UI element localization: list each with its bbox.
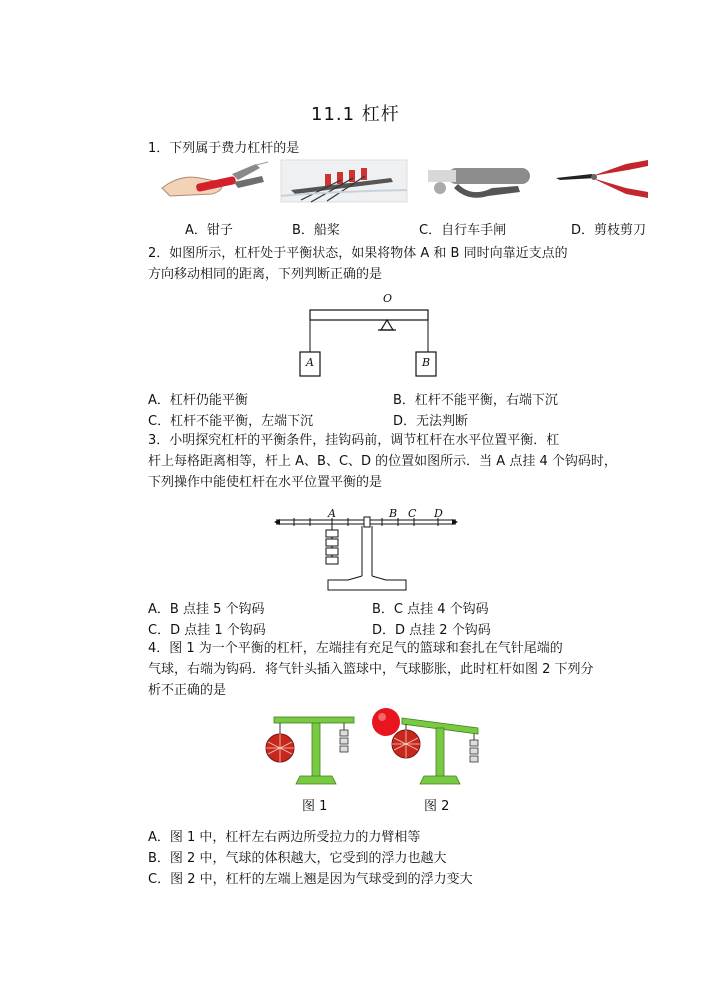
q2-pivot-label: O <box>383 292 393 305</box>
q1-option-a[interactable]: A．钳子 <box>185 223 233 238</box>
q1-option-b[interactable]: B．船桨 <box>292 223 340 238</box>
q1-option-d[interactable]: D．剪枝剪刀 <box>571 223 647 238</box>
q2-option-c[interactable]: C．杠杆不能平衡，左端下沉 <box>148 414 314 429</box>
question-2-line-2: 方向移动相同的距离，下列判断正确的是 <box>148 267 383 282</box>
figure-1-caption: 图 1 <box>302 799 328 814</box>
q1-option-c[interactable]: C．自行车手闸 <box>419 223 507 238</box>
q4-figure-1 <box>260 712 358 788</box>
q3-point-d-label: D <box>434 507 443 520</box>
q3-point-c-label: C <box>408 507 417 520</box>
question-4-line-1: 4．图 1 为一个平衡的杠杆，左端挂有充足气的篮球和套扎在气针尾端的 <box>148 641 563 656</box>
q4-option-a[interactable]: A．图 1 中，杠杆左右两边所受拉力的力臂相等 <box>148 830 421 845</box>
q2-object-a-label: A <box>306 356 314 369</box>
q4-option-c[interactable]: C．图 2 中，杠杆的左端上翘是因为气球受到的浮力变大 <box>148 872 473 887</box>
q2-option-a[interactable]: A．杠杆仍能平衡 <box>148 393 248 408</box>
question-1-stem: 1．下列属于费力杠杆的是 <box>148 141 300 156</box>
q3-option-b[interactable]: B．C 点挂 4 个钩码 <box>372 602 489 617</box>
question-4-line-2: 气球，右端为钩码．将气针头插入篮球中，气球膨胀，此时杠杆如图 2 下列分 <box>148 662 594 677</box>
pruning-shears-image <box>556 158 650 200</box>
q3-point-b-label: B <box>389 507 398 520</box>
question-3-line-1: 3．小明探究杠杆的平衡条件，挂钩码前，调节杠杆在水平位置平衡．杠 <box>148 433 560 448</box>
pliers-image <box>160 160 272 200</box>
q2-option-b[interactable]: B．杠杆不能平衡，右端下沉 <box>393 393 558 408</box>
q3-lever-figure <box>272 508 458 594</box>
q3-option-d[interactable]: D．D 点挂 2 个钩码 <box>372 623 491 638</box>
question-4-line-3: 析不正确的是 <box>148 683 227 698</box>
q3-option-a[interactable]: A．B 点挂 5 个钩码 <box>148 602 265 617</box>
question-3-line-2: 杆上每格距离相等，杆上 A、B、C、D 的位置如图所示．当 A 点挂 4 个钩码时， <box>148 454 617 469</box>
oar-boat-image <box>281 160 407 202</box>
page-title: 11.1 杠杆 <box>311 104 400 125</box>
q4-option-b[interactable]: B．图 2 中，气球的体积越大，它受到的浮力也越大 <box>148 851 447 866</box>
q3-option-c[interactable]: C．D 点挂 1 个钩码 <box>148 623 266 638</box>
q4-figure-2 <box>366 704 488 788</box>
q2-option-d[interactable]: D．无法判断 <box>393 414 469 429</box>
question-3-line-3: 下列操作中能使杠杆在水平位置平衡的是 <box>148 475 383 490</box>
q3-point-a-label: A <box>328 507 336 520</box>
figure-2-caption: 图 2 <box>424 799 450 814</box>
bike-brake-image <box>428 158 532 202</box>
question-2-line-1: 2．如图所示，杠杆处于平衡状态，如果将物体 A 和 B 同时向靠近支点的 <box>148 246 568 261</box>
q2-object-b-label: B <box>422 356 431 369</box>
